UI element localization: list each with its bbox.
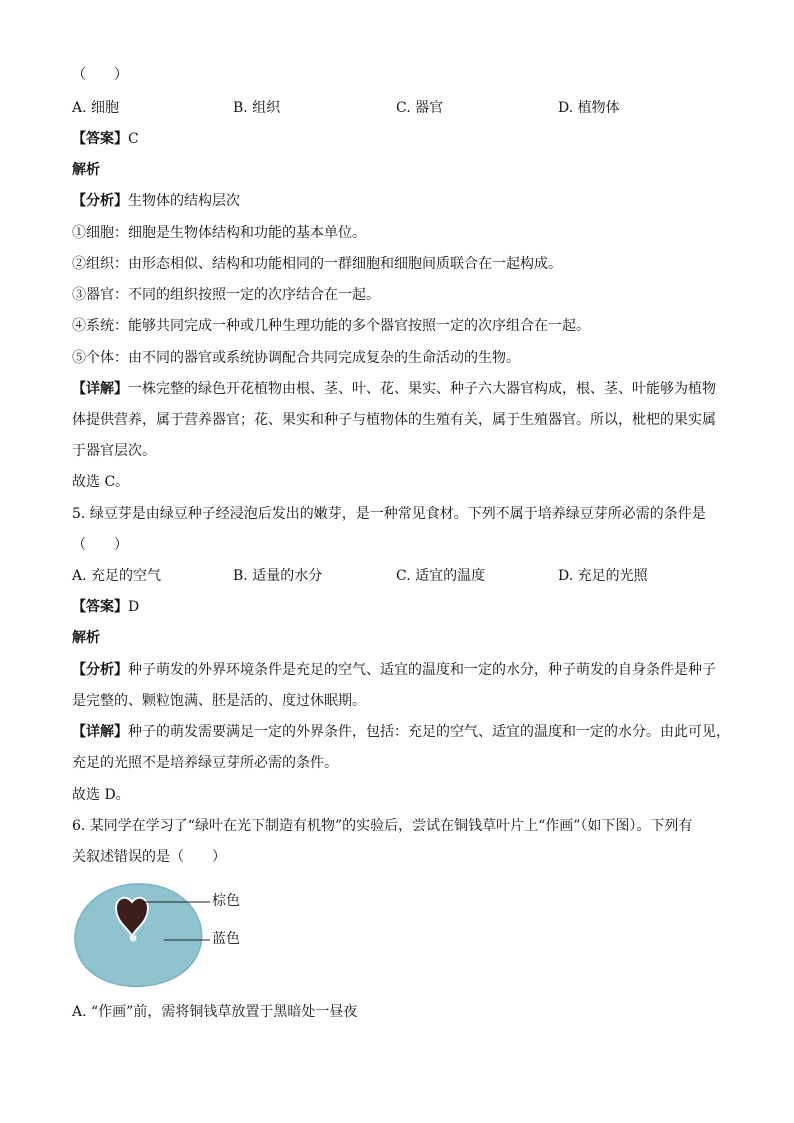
leaf-drawing <box>72 880 332 990</box>
q4-option-a: A. 细胞 <box>72 100 120 116</box>
q5-xiangjie-2: 充足的光照不是培养绿豆芽所必需的条件。 <box>72 755 338 771</box>
q5-answer <box>72 597 724 617</box>
q6-stem-2: 关叙述错误的是（ ） <box>72 849 226 865</box>
label-brown: 棕色 <box>212 893 240 909</box>
xiangjie-text: 一株完整的绿色开花植物由根、茎、叶、花、果实、种子六大器官构成，根、茎、叶能够为植物 <box>128 381 716 397</box>
q5-paren: （ ） <box>72 537 128 553</box>
xiangjie-tag: 【详解】 <box>72 381 128 397</box>
q4-fenxi <box>72 191 724 211</box>
fenxi-text: 生物体的结构层次 <box>128 193 240 209</box>
fenxi-text: 种子萌发的外界环境条件是充足的空气、适宜的温度和一定的水分，种子萌发的自身条件是种子 <box>128 662 716 678</box>
answer-value: C <box>128 131 139 147</box>
label-blue: 蓝色 <box>212 931 240 947</box>
q4-option-b: B. 组织 <box>233 100 281 116</box>
q4-point-5: ⑤个体：由不同的器官或系统协调配合共同完成复杂的生命活动的生物。 <box>72 350 520 366</box>
q5-option-d: D. 充足的光照 <box>558 568 648 584</box>
q5-xiangjie-1 <box>72 722 730 742</box>
q4-point-2: ②组织：由形态相似、结构和功能相同的一群细胞和细胞间质联合在一起构成。 <box>72 256 562 272</box>
q4-option-d: D. 植物体 <box>558 100 620 116</box>
q5-conclusion: 故选 D。 <box>72 787 130 803</box>
q5-stem: 5. 绿豆芽是由绿豆种子经浸泡后发出的嫩芽，是一种常见食材。下列不属于培养绿豆芽所必需的条件是 <box>72 506 706 522</box>
answer-tag: 【答案】 <box>72 131 128 147</box>
xiangjie-text: 种子的萌发需要满足一定的外界条件，包括：充足的空气、适宜的温度和一定的水分。由此可见， <box>128 724 730 740</box>
q5-fenxi-2: 是完整的、颗粒饱满、胚是活的、度过休眠期。 <box>72 693 366 709</box>
answer-tag: 【答案】 <box>72 599 128 615</box>
q4-point-3: ③器官：不同的组织按照一定的次序结合在一起。 <box>72 287 380 303</box>
q4-answer <box>72 129 724 149</box>
q4-xiangjie-1 <box>72 379 724 399</box>
q4-analysis-title: 解析 <box>72 162 100 178</box>
q5-option-b: B. 适量的水分 <box>233 568 323 584</box>
leaf-figure <box>72 880 332 990</box>
q5-analysis-title: 解析 <box>72 630 100 646</box>
q6-stem-1: 6. 某同学在学习了“绿叶在光下制造有机物”的实验后，尝试在铜钱草叶片上“作画”（如下图）。下列有 <box>72 818 693 834</box>
q4-option-c: C. 器官 <box>396 100 444 116</box>
q4-paren: （ ） <box>72 67 128 83</box>
fenxi-tag: 【分析】 <box>72 662 128 678</box>
answer-value: D <box>128 599 140 615</box>
q6-option-a: A. “作画”前，需将铜钱草放置于黑暗处一昼夜 <box>72 1004 358 1020</box>
q4-xiangjie-2: 体提供营养，属于营养器官；花、果实和种子与植物体的生殖有关，属于生殖器官。所以，枇杷的果实属 <box>72 412 716 428</box>
q4-point-1: ①细胞：细胞是生物体结构和功能的基本单位。 <box>72 225 366 241</box>
q4-conclusion: 故选 C。 <box>72 474 130 490</box>
xiangjie-tag: 【详解】 <box>72 724 128 740</box>
q5-option-a: A. 充足的空气 <box>72 568 162 584</box>
q4-point-4: ④系统：能够共同完成一种或几种生理功能的多个器官按照一定的次序组合在一起。 <box>72 318 590 334</box>
q5-fenxi-1 <box>72 660 724 680</box>
fenxi-tag: 【分析】 <box>72 193 128 209</box>
leaf-center-spot <box>130 935 137 942</box>
q4-xiangjie-3: 于器官层次。 <box>72 443 156 459</box>
q5-option-c: C. 适宜的温度 <box>396 568 486 584</box>
